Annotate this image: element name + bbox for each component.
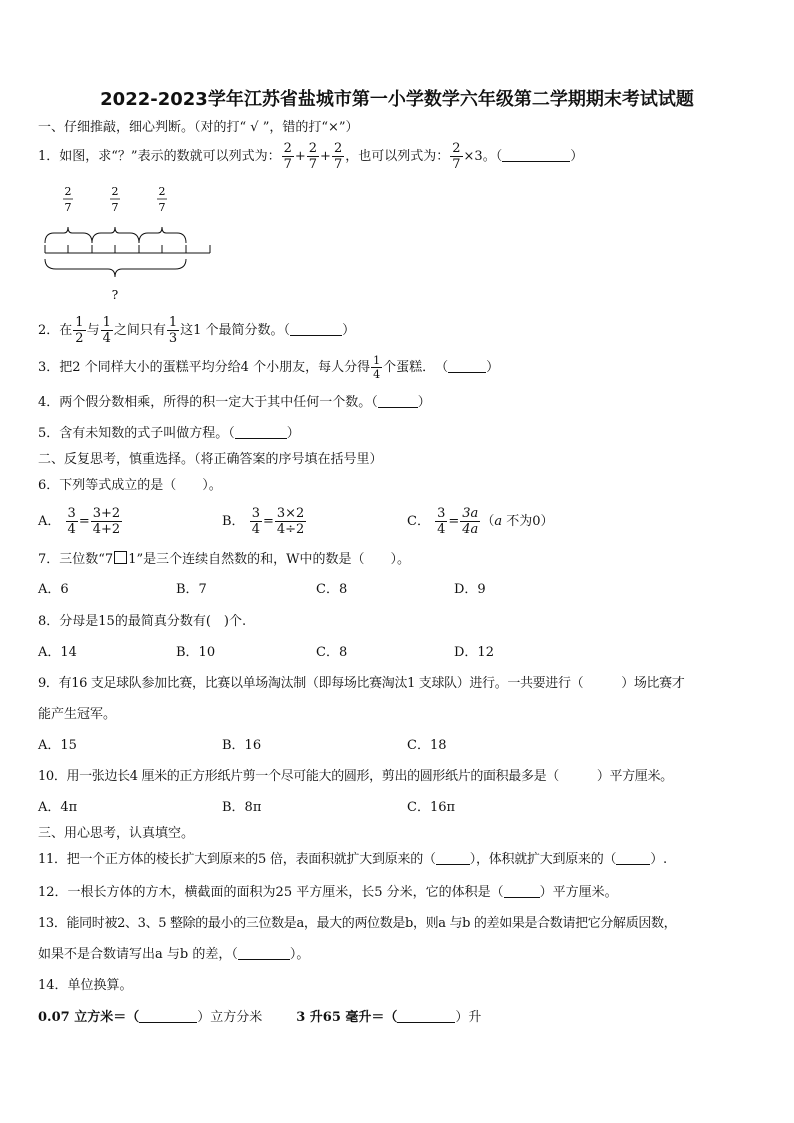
q4-text: 4．两个假分数相乘，所得的积一定大于其中任何一个数。（: [38, 395, 378, 410]
q9-option-a[interactable]: A．15: [38, 738, 77, 753]
digit-box: [114, 551, 127, 564]
q3-frac: $\frac{1}{4}$: [373, 354, 381, 381]
q2-frac-c: $\frac{1}{3}$: [168, 315, 178, 346]
plus-sign: +: [294, 149, 306, 164]
question-2: [38, 315, 355, 346]
q6-option-c[interactable]: [407, 506, 554, 537]
question-14-conversions: [38, 1010, 481, 1026]
q7-option-a[interactable]: A．6: [38, 582, 69, 597]
question-8: 8．分母是15的最简真分数有( )个.: [38, 614, 247, 629]
question-6: 6．下列等式成立的是（ ）。: [38, 478, 222, 493]
question-5: [38, 426, 300, 442]
segment-diagram: [38, 183, 228, 308]
q13-prefix: 如果不是合数请写出a 与b 的差，（: [38, 947, 238, 962]
paren-close: ）: [570, 149, 584, 164]
svg-text:2: 2: [64, 185, 72, 198]
question-9-line-1: 9．有16 支足球队参加比赛，比赛以单场淘汰制（即每场比赛淘汰1 支球队）进行。一共要进行（ ）场比赛才: [38, 676, 685, 691]
q1-frac-2: $\frac{2}{7}$: [308, 141, 318, 172]
frac: $\frac{3a}{4a}$: [462, 506, 479, 537]
equals-sign: =: [262, 514, 274, 529]
q7-suffix: 1”是三个连续自然数的和，W中的数是（ ）。: [128, 552, 410, 567]
q11-suffix: ）.: [650, 852, 667, 867]
frac: $\frac{3}{4}$: [251, 506, 260, 537]
variable-a: a: [494, 514, 503, 529]
q11-prefix: 11．把一个正方体的棱长扩大到原来的5 倍，表面积就扩大到原来的（: [38, 852, 436, 867]
svg-text:7: 7: [111, 201, 119, 214]
q14-a-prefix: 0.07 立方米＝（: [38, 1010, 140, 1025]
note-rest: 不为0）: [502, 514, 554, 529]
answer-blank-a[interactable]: [139, 1010, 197, 1023]
q14-b-suffix: ）升: [455, 1010, 482, 1025]
note-open: （: [481, 514, 495, 529]
q1-middle: ，也可以列式为：: [345, 149, 450, 164]
option-label: B．: [222, 514, 245, 529]
q5-text: 5．含有未知数的式子叫做方程。（: [38, 426, 235, 441]
q2-frac-a: $\frac{1}{2}$: [75, 315, 84, 346]
question-3: [38, 354, 499, 381]
q7-prefix: 7．三位数“7: [38, 552, 114, 567]
q8-option-b[interactable]: B．10: [176, 645, 216, 660]
question-10: 10．用一张边长4 厘米的正方形纸片剪一个尽可能大的圆形，剪出的圆形纸片的面积最多是（ ）平方厘米。: [38, 769, 673, 784]
q1-frac-4: $\frac{2}{7}$: [452, 141, 461, 172]
question-4: [38, 395, 431, 411]
svg-text:7: 7: [158, 201, 166, 214]
q2-frac-b: $\frac{1}{4}$: [102, 315, 111, 346]
q9-option-c[interactable]: C．18: [407, 738, 447, 753]
q14-a-suffix: ）立方分米: [197, 1010, 263, 1025]
svg-text:7: 7: [64, 201, 72, 214]
frac: $\frac{3+2}{4+2}$: [92, 506, 121, 537]
answer-blank-volume[interactable]: [616, 852, 650, 865]
answer-blank[interactable]: [378, 395, 418, 408]
q1-frac-3: $\frac{2}{7}$: [333, 141, 343, 172]
question-7: [38, 551, 410, 568]
diagram-question-mark: ?: [111, 288, 119, 302]
paren-close: ）: [342, 323, 356, 338]
plus-sign: +: [320, 149, 331, 164]
q7-option-c[interactable]: C．8: [316, 582, 348, 597]
q3-prefix: 3．把2 个同样大小的蛋糕平均分给4 个小朋友，每人分得: [38, 360, 371, 375]
question-12: [38, 885, 618, 901]
diagram-label-1: [63, 185, 73, 214]
q7-option-b[interactable]: B．7: [176, 582, 207, 597]
paren-close: ）: [286, 426, 300, 441]
q1-end: 。（: [482, 149, 503, 164]
q1-times: ×3: [463, 149, 483, 164]
diagram-ticks: [45, 245, 210, 253]
q2-and: 与: [86, 323, 100, 338]
equals-sign: =: [448, 514, 460, 529]
q10-option-c[interactable]: C．16π: [407, 800, 456, 815]
answer-blank-b[interactable]: [397, 1010, 455, 1023]
q1-prefix: 1．如图，求“？”表示的数就可以列式为：: [38, 149, 281, 164]
q11-middle: ），体积就扩大到原来的（: [469, 852, 617, 867]
question-11: [38, 852, 667, 868]
diagram-brace-3: [139, 227, 186, 243]
paren-close: ）: [417, 395, 431, 410]
question-13-line-1: 13．能同时被2、3、5 整除的最小的三位数是a，最大的两位数是b，则a 与b 的差如果是合数请把它分解质因数，: [38, 916, 677, 931]
q3-suffix: 个蛋糕． （: [383, 360, 449, 375]
paren-close: ）: [486, 360, 500, 375]
q12-suffix: ）平方厘米。: [539, 885, 618, 900]
q2-prefix: 2．在: [38, 323, 73, 338]
q2-middle: 之间只有: [113, 323, 166, 338]
q6-option-b[interactable]: [222, 506, 307, 537]
question-14: 14．单位换算。: [38, 978, 133, 993]
q9-option-b[interactable]: B．16: [222, 738, 262, 753]
q2-suffix: 这1 个最简分数。（: [180, 323, 291, 338]
q8-option-c[interactable]: C．8: [316, 645, 348, 660]
q12-prefix: 12．一根长方体的方木，横截面的面积为25 平方厘米，长5 分米，它的体积是（: [38, 885, 504, 900]
section-3-heading: 三、用心思考，认真填空。: [38, 826, 195, 841]
q10-option-a[interactable]: A．4π: [38, 800, 78, 815]
answer-blank[interactable]: [235, 426, 287, 439]
question-9-line-2: 能产生冠军。: [38, 707, 117, 722]
frac: $\frac{3}{4}$: [67, 506, 76, 537]
question-13-line-2: [38, 947, 309, 963]
q1-frac-1: $\frac{2}{7}$: [283, 141, 292, 172]
q10-option-b[interactable]: B．8π: [222, 800, 262, 815]
q6-option-a[interactable]: [38, 506, 123, 537]
answer-blank-surface[interactable]: [436, 852, 470, 865]
question-1: [38, 141, 583, 172]
diagram-brace-2: [92, 227, 139, 243]
q8-option-d[interactable]: D．12: [454, 645, 494, 660]
answer-blank[interactable]: [448, 360, 486, 373]
equals-sign: =: [78, 514, 90, 529]
diagram-label-2: [110, 185, 120, 214]
option-label: C．: [407, 514, 430, 529]
svg-text:2: 2: [158, 185, 166, 198]
option-label: A．: [38, 514, 61, 529]
diagram-label-3: [157, 185, 167, 214]
section-1-heading: 一、仔细推敲，细心判断。（对的打“ √ ”，错的打“×”）: [38, 120, 359, 135]
q14-b-prefix: 3 升65 毫升＝（: [296, 1010, 398, 1025]
diagram-bottom-brace: [45, 259, 186, 277]
frac: $\frac{3}{4}$: [437, 506, 446, 537]
answer-blank[interactable]: [504, 885, 540, 898]
q7-option-d[interactable]: D．9: [454, 582, 486, 597]
answer-blank[interactable]: [238, 947, 290, 960]
frac: $\frac{3\times 2}{4\div 2}$: [276, 506, 305, 537]
q13-suffix: ）。: [289, 947, 310, 962]
section-2-heading: 二、反复思考，慎重选择。（将正确答案的序号填在括号里）: [38, 452, 383, 467]
page-title: 2022-2023学年江苏省盐城市第一小学数学六年级第二学期期末考试试题: [100, 89, 694, 110]
answer-blank[interactable]: [502, 149, 570, 162]
q8-option-a[interactable]: A．14: [38, 645, 77, 660]
answer-blank[interactable]: [290, 323, 342, 336]
svg-text:2: 2: [111, 185, 119, 198]
diagram-brace-1: [45, 227, 92, 243]
